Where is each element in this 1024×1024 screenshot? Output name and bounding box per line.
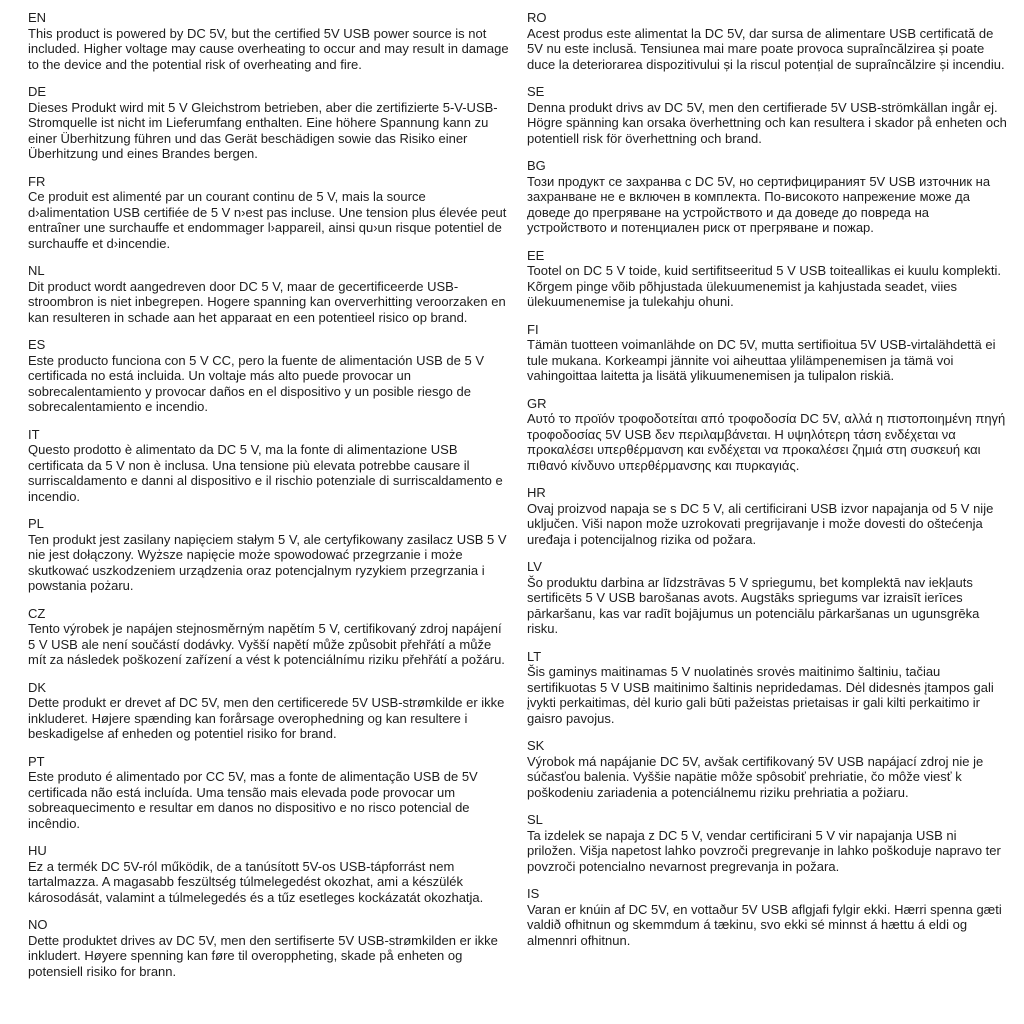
language-code-en: EN bbox=[28, 10, 47, 25]
language-code-de: DE bbox=[28, 84, 47, 99]
language-code-lt: LT bbox=[527, 648, 542, 664]
language-block-se bbox=[527, 84, 1008, 146]
language-block-nl bbox=[28, 263, 509, 325]
language-code-hu: HU bbox=[28, 843, 47, 858]
warning-text-it: Questo prodotto è alimentato da DC 5 V, ma la fonte di alimentazione USB certificata da 5 V non è inclusa. Una tensione più elevata potrebbe causare il surriscaldamento e danni al dispositivo e il rischio potenziale di surriscaldamento e incendio. bbox=[28, 442, 503, 504]
warning-text-lt: Šis gaminys maitinamas 5 V nuolatinės srovės maitinimo šaltiniu, tačiau sertifikuotas 5 V USB maitinimo šaltinis nepridedamas. Dėl didesnės įtampos gali įvykti perkaitimas, dėl kurio gali būti pažeistas prietaisas ir gali kilti perkaitimo ir gaisro pavojus. bbox=[527, 664, 994, 726]
left-column bbox=[28, 10, 509, 1014]
language-block-pt bbox=[28, 754, 509, 832]
warning-text-hr: Ovaj proizvod napaja se s DC 5 V, ali certificirani USB izvor napajanja od 5 V nije uključen. Viši napon može uzrokovati pregrijavanje i može dovesti do oštećenja uređaja i potencijalnog rizika od požara. bbox=[527, 500, 994, 547]
warning-text-de: Dieses Produkt wird mit 5 V Gleichstrom betrieben, aber die zertifizierte 5-V-USB-Stromquelle ist nicht im Lieferumfang enthalten. Eine höhere Spannung kann zu einer Überhitzung führen und das Gerät beschädigen sowie das Risiko einer Überhitzung und eines Brandes bergen. bbox=[28, 99, 498, 161]
language-code-gr: GR bbox=[527, 395, 547, 411]
right-column bbox=[527, 10, 1008, 1014]
warning-text-lv: Šo produktu darbina ar līdzstrāvas 5 V spriegumu, bet komplektā nav iekļauts sertificēts 5 V USB barošanas avots. Augstāks spriegums var izraisīt ierīces pārkaršanu, kas var radīt bojājumus un potenciālu pārkaršanas un ugunsgrēka risku. bbox=[527, 574, 980, 636]
language-code-pt: PT bbox=[28, 753, 45, 769]
warning-text-cz: Tento výrobek je napájen stejnosměrným napětím 5 V, certifikovaný zdroj napájení 5 V USB ale není součástí dodávky. Vyšší napětí může způsobit přehřátí a může mít za následek poškození zařízení a vést k potenciálnímu riziku přehřátí a požáru. bbox=[28, 621, 505, 667]
language-code-it: IT bbox=[28, 426, 40, 442]
warning-text-fr: Ce produit est alimenté par un courant continu de 5 V, mais la source d›alimentation USB certifiée de 5 V n›est pas incluse. Une tension plus élevée peut entraîner une surchauffe et endommager l›appareil, ainsi qu›un risque potentiel de surchauffe et d›incendie. bbox=[28, 189, 507, 251]
language-code-es: ES bbox=[28, 337, 46, 352]
language-block-lv bbox=[527, 559, 1008, 637]
warning-text-gr: Αυτό το προϊόν τροφοδοτείται από τροφοδοσία DC 5V, αλλά η πιστοποιημένη πηγή τροφοδοσίας 5V USB δεν περιλαμβάνεται. Η υψηλότερη τάση ενδέχεται να προκαλέσει υπερθέρμανση και ενδέχεται να προκαλέσει ζημιά στη συσκευή και πιθανό κίνδυνο υπερθέρμανσης και πυρκαγιάς. bbox=[527, 411, 1006, 473]
warning-text-nl: Dit product wordt aangedreven door DC 5 V, maar de gecertificeerde USB-stroombron is niet inbegrepen. Hogere spanning kan oververhitting veroorzaken en kan resulteren in schade aan het apparaat en een potentieel risico op brand. bbox=[28, 278, 506, 325]
warning-text-en: This product is powered by DC 5V, but the certified 5V USB power source is not included. Higher voltage may cause overheating to occur and may result in damage to the device and the potential risk of overheating and fire. bbox=[28, 25, 509, 72]
language-code-sk: SK bbox=[527, 738, 545, 753]
language-block-lt bbox=[527, 649, 1008, 727]
language-code-se: SE bbox=[527, 84, 545, 99]
language-block-es bbox=[28, 337, 509, 415]
language-block-no bbox=[28, 917, 509, 979]
language-block-pl bbox=[28, 516, 509, 594]
warning-text-ee: Tootel on DC 5 V toide, kuid sertifitseeritud 5 V USB toiteallikas ei kuulu komplekti. Kõrgem pinge võib põhjustada ülekuumenemist ja kahjustada seadet, viies ülekuumenemise ja tulekahju ohuni. bbox=[527, 263, 1002, 309]
warning-text-pl: Ten produkt jest zasilany napięciem stałym 5 V, ale certyfikowany zasilacz USB 5 V nie jest dołączony. Wyższe napięcie może spowodować przegrzanie i może skutkować uszkodzeniem urządzenia oraz potencjalnym ryzykiem przegrzania i powstania pożaru. bbox=[28, 531, 507, 593]
language-code-pl: PL bbox=[28, 516, 44, 531]
language-block-sl bbox=[527, 812, 1008, 874]
warning-text-dk: Dette produkt er drevet af DC 5V, men den certificerede 5V USB-strømkilde er ikke inkluderet. Højere spænding kan forårsage overophedning og kan resultere i beskadigelse af enheden og potentiel risiko for brand. bbox=[28, 695, 505, 741]
language-code-bg: BG bbox=[527, 158, 546, 173]
language-block-ee bbox=[527, 248, 1008, 310]
language-code-hr: HR bbox=[527, 485, 546, 500]
warning-text-no: Dette produktet drives av DC 5V, men den sertifiserte 5V USB-strømkilden er ikke inkludert. Høyere spenning kan føre til overoppheting, skade på enheten og potensiell risiko for brann. bbox=[28, 932, 498, 979]
warning-text-bg: Този продукт се захранва с DC 5V, но сертифицираният 5V USB източник на захранване не е включен в комплекта. По-високото напрежение може да доведе до прегряване на устройството и да доведе до повреда на устройството и потенциален риск от прегряване и пожар. bbox=[527, 173, 991, 235]
language-code-dk: DK bbox=[28, 679, 47, 695]
warning-text-ro: Acest produs este alimentat la DC 5V, dar sursa de alimentare USB certificată de 5V nu este inclusă. Tensiunea mai mare poate provoca supraîncălzirea și poate duce la deteriorarea dispozitivului și la riscul potențial de supraîncălzire și incendiu. bbox=[527, 25, 1005, 72]
language-code-ro: RO bbox=[527, 10, 547, 25]
language-code-lv: LV bbox=[527, 559, 542, 574]
language-block-hu bbox=[28, 843, 509, 905]
warning-text-sl: Ta izdelek se napaja z DC 5 V, vendar certificirani 5 V vir napajanja USB ni priložen. Višja napetost lahko povzroči pregrevanje in lahko poškoduje napravo ter povzroči potencialno nevarnost pregrevanja in požara. bbox=[527, 827, 1001, 874]
language-block-gr bbox=[527, 396, 1008, 474]
language-block-is bbox=[527, 886, 1008, 948]
warning-text-hu: Ez a termék DC 5V-ról működik, de a tanúsított 5V-os USB-tápforrást nem tartalmazza. A magasabb feszültség túlmelegedést okozhat, ami a készülék károsodását, valamint a túlmelegedés és a tűz esetleges kockázatát okozhatja. bbox=[28, 858, 484, 905]
language-block-fr bbox=[28, 174, 509, 252]
language-block-hr bbox=[527, 485, 1008, 547]
warning-text-sk: Výrobok má napájanie DC 5V, avšak certifikovaný 5V USB napájací zdroj nie je súčasťou balenia. Vyššie napätie môže spôsobiť prehriatie, čo môže viesť k poškodeniu zariadenia a potenciálnemu riziku prehriatia a požiaru. bbox=[527, 753, 984, 800]
warning-text-pt: Este produto é alimentado por CC 5V, mas a fonte de alimentação USB de 5V certificada não está incluída. Uma tensão mais elevada pode provocar um sobreaquecimento e resultar em danos no dispositivo e no risco potencial de incêndio. bbox=[28, 769, 478, 831]
language-block-it bbox=[28, 427, 509, 505]
language-block-dk bbox=[28, 680, 509, 742]
language-block-fi bbox=[527, 322, 1008, 384]
warning-text-es: Este producto funciona con 5 V CC, pero la fuente de alimentación USB de 5 V certificada no está incluida. Un voltaje más alto puede provocar un sobrecalentamiento y provocar daños en el dispositivo y un posible riesgo de sobrecalentamiento e incendio. bbox=[28, 352, 484, 414]
language-code-cz: CZ bbox=[28, 605, 46, 621]
language-block-ro bbox=[527, 10, 1008, 72]
language-block-en bbox=[28, 10, 509, 72]
warning-text-fi: Tämän tuotteen voimanlähde on DC 5V, mutta sertifioitua 5V USB-virtalähdettä ei tule mukana. Korkeampi jännite voi aiheuttaa ylilämpenemisen ja tämä voi vahingoittaa laitetta ja lisätä ylikuumenemisen ja tulipalon riskiä. bbox=[527, 337, 996, 383]
language-code-no: NO bbox=[28, 917, 48, 932]
language-code-fi: FI bbox=[527, 321, 539, 337]
warning-text-is: Varan er knúin af DC 5V, en vottaður 5V USB aflgjafi fylgir ekki. Hærri spenna gæti valdið ofhitnun og skemmdum á tækinu, svo ekki sé minnst á hættu á eldi og almennri ofhitnun. bbox=[527, 901, 1002, 948]
language-code-ee: EE bbox=[527, 247, 545, 263]
language-code-is: IS bbox=[527, 886, 540, 901]
warning-text-se: Denna produkt drivs av DC 5V, men den certifierade 5V USB-strömkällan ingår ej. Högre spänning kan orsaka överhettning och kan resultera i skador på enheten och potentiell risk för överhettning och brand. bbox=[527, 99, 1007, 146]
language-block-de bbox=[28, 84, 509, 162]
language-code-nl: NL bbox=[28, 263, 45, 278]
language-block-cz bbox=[28, 606, 509, 668]
language-block-bg bbox=[527, 158, 1008, 236]
language-code-fr: FR bbox=[28, 173, 46, 189]
language-code-sl: SL bbox=[527, 812, 543, 827]
language-block-sk bbox=[527, 738, 1008, 800]
